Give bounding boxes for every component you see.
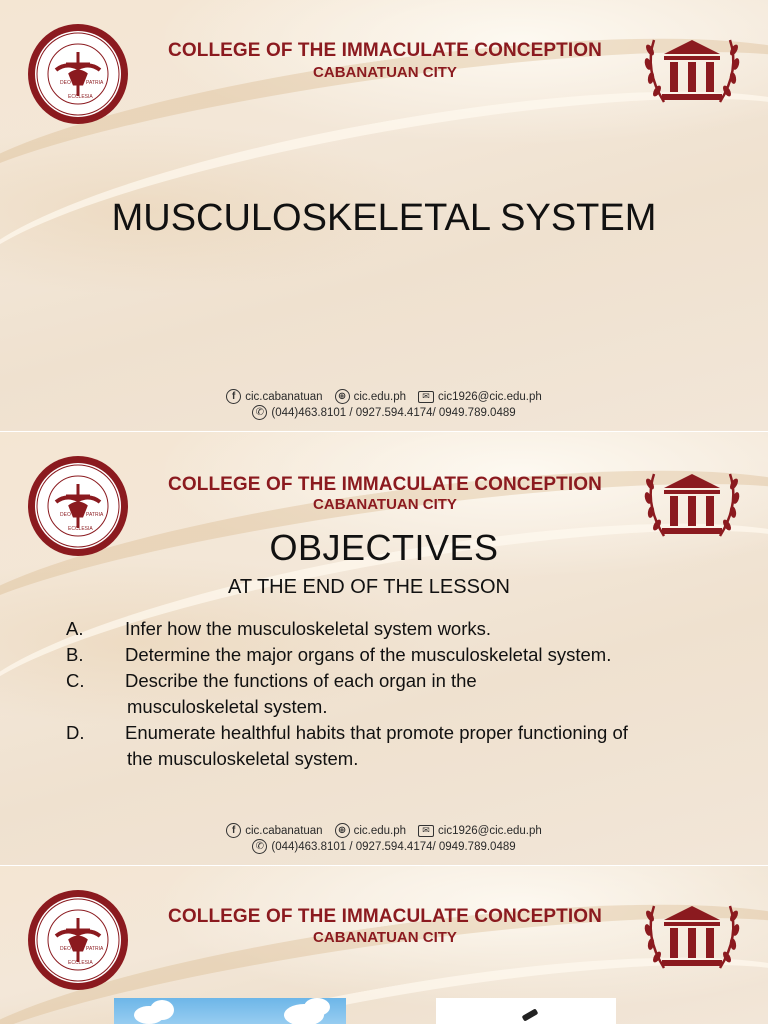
objective-item <box>66 642 746 668</box>
illustration-stroke <box>522 1008 539 1021</box>
cloud <box>304 998 330 1016</box>
footer-website[interactable]: ⊕ cic.edu.ph <box>335 389 406 404</box>
college-city: CABANATUAN CITY <box>313 64 457 81</box>
college-seal-logo <box>26 22 130 126</box>
college-city: CABANATUAN CITY <box>313 929 457 946</box>
illustration-image <box>436 998 616 1024</box>
phone-icon: ✆ <box>252 405 267 420</box>
globe-icon: ⊕ <box>335 389 350 404</box>
college-name: COLLEGE OF THE IMMACULATE CONCEPTION <box>168 474 602 495</box>
slide-objectives <box>0 432 768 866</box>
cloud <box>150 1000 174 1020</box>
svg-text:PATRIA: PATRIA <box>86 512 104 518</box>
svg-text:DEO: DEO <box>60 946 71 952</box>
college-name: COLLEGE OF THE IMMACULATE CONCEPTION <box>168 40 602 61</box>
facebook-icon: f <box>226 823 241 838</box>
sky-illustration <box>114 998 346 1024</box>
objective-letter: D. <box>66 722 85 743</box>
footer-email[interactable]: ✉ cic1926@cic.edu.ph <box>418 825 542 837</box>
slide-third <box>0 866 768 1024</box>
footer-facebook[interactable]: f cic.cabanatuan <box>226 823 322 838</box>
footer-facebook[interactable]: f cic.cabanatuan <box>226 389 322 404</box>
objective-text: Describe the functions of each organ in the <box>125 670 477 691</box>
objective-text: Infer how the musculoskeletal system works. <box>125 618 492 639</box>
phone-icon: ✆ <box>252 839 267 854</box>
objective-letter: B. <box>66 644 84 665</box>
footer-email[interactable]: ✉ cic1926@cic.edu.ph <box>418 391 542 403</box>
svg-text:DEO: DEO <box>60 80 71 86</box>
svg-text:PATRIA: PATRIA <box>86 946 104 952</box>
footer-phone[interactable]: ✆ (044)463.8101 / 0927.594.4174/ 0949.789.0489 <box>252 405 515 420</box>
footer-phone[interactable]: ✆ (044)463.8101 / 0927.594.4174/ 0949.789.0489 <box>252 839 515 854</box>
objective-text-continued: musculoskeletal system. <box>127 696 328 717</box>
mail-icon: ✉ <box>418 391 434 403</box>
svg-text:PATRIA: PATRIA <box>86 80 104 86</box>
objective-text-continued: the musculoskeletal system. <box>127 748 359 769</box>
svg-text:ECCLESIA: ECCLESIA <box>68 94 93 100</box>
objective-item <box>66 720 746 746</box>
globe-icon: ⊕ <box>335 823 350 838</box>
objectives-list <box>66 616 746 772</box>
college-city: CABANATUAN CITY <box>313 496 457 513</box>
objective-text: Enumerate healthful habits that promote proper functioning of <box>125 722 628 743</box>
page-title: MUSCULOSKELETAL SYSTEM <box>111 197 657 239</box>
mail-icon: ✉ <box>418 825 434 837</box>
building-laurel-icon <box>640 30 744 110</box>
objective-letter: A. <box>66 618 84 639</box>
college-name: COLLEGE OF THE IMMACULATE CONCEPTION <box>168 906 602 927</box>
objective-letter: C. <box>66 670 85 691</box>
objective-text: Determine the major organs of the musculoskeletal system. <box>125 644 612 665</box>
objectives-subtitle: AT THE END OF THE LESSON <box>228 576 510 598</box>
objective-item <box>66 616 746 642</box>
building-laurel-icon <box>640 896 744 976</box>
svg-text:ECCLESIA: ECCLESIA <box>68 526 93 532</box>
svg-text:DEO: DEO <box>60 512 71 518</box>
objectives-title: OBJECTIVES <box>269 527 499 568</box>
slide-title <box>0 0 768 432</box>
footer-website[interactable]: ⊕ cic.edu.ph <box>335 823 406 838</box>
objective-item <box>66 668 746 694</box>
college-seal-logo <box>26 888 130 992</box>
svg-text:ECCLESIA: ECCLESIA <box>68 960 93 966</box>
facebook-icon: f <box>226 389 241 404</box>
